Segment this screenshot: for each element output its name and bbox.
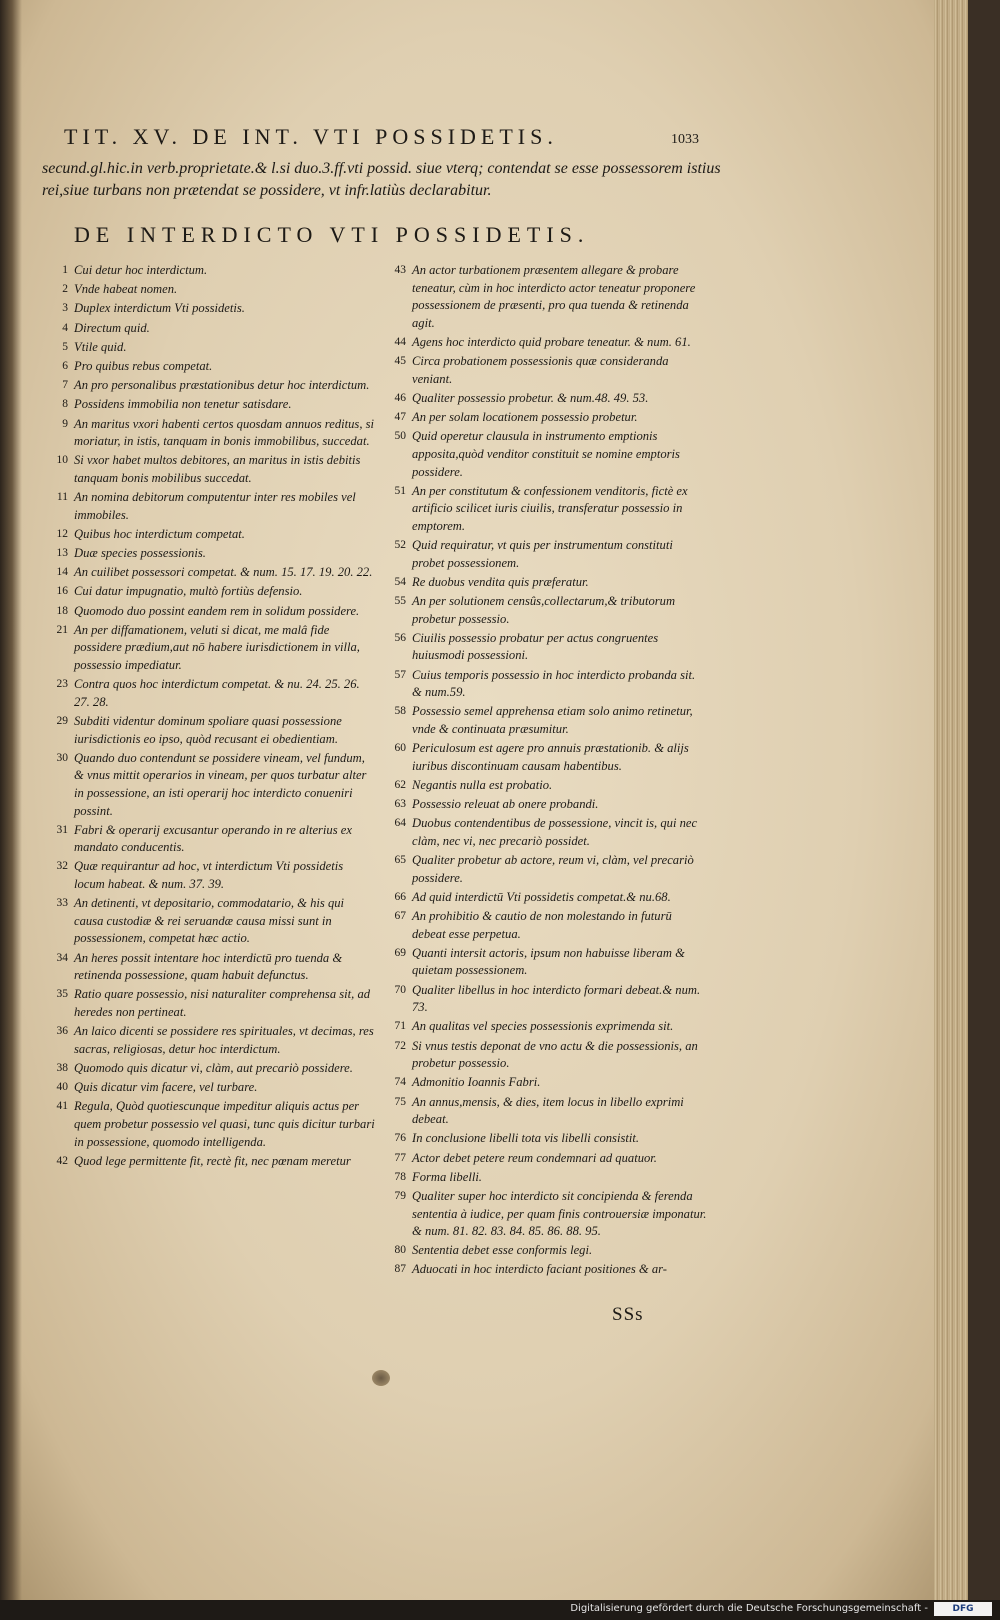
summary-entry — [44, 622, 376, 675]
summary-entry — [44, 822, 376, 857]
entry-text: Quod lege permittente fit, rectè fit, nec pœnam meretur — [74, 1153, 351, 1168]
entry-text: An per diffamationem, veluti si dicat, me malâ fide possidere prædium,aut nō habere iurisdictionem in villa, possessio impediatur. — [74, 622, 360, 672]
summary-entry — [44, 750, 376, 820]
entry-text: Duplex interdictum Vti possidetis. — [74, 301, 245, 316]
entry-number: 5 — [62, 340, 68, 353]
entry-text: Circa probationem possessionis quæ consideranda veniant. — [412, 354, 669, 386]
entry-number: 21 — [56, 623, 68, 636]
entry-text: Agens hoc interdicto quid probare teneatur. & num. 61. — [412, 334, 691, 349]
entry-text: An cuilibet possessori competat. & num. 15. 17. 19. 20. 22. — [74, 565, 373, 580]
entry-text: An nomina debitorum computentur inter res mobiles vel immobiles. — [74, 490, 356, 522]
summary-entry — [44, 950, 376, 985]
summary-entry — [44, 1060, 376, 1078]
summary-entry — [382, 390, 708, 408]
entry-text: Pro quibus rebus competat. — [74, 358, 213, 373]
entry-number: 9 — [62, 417, 68, 430]
entry-number: 16 — [56, 585, 68, 598]
entry-number: 63 — [394, 798, 406, 811]
entry-text: Quanti intersit actoris, ipsum non habuisse liberam & quietam possessionem. — [412, 945, 685, 978]
summary-right-column — [382, 262, 708, 1281]
summary-entry — [382, 353, 708, 388]
binding-shadow — [0, 0, 22, 1600]
entry-number: 47 — [394, 411, 406, 424]
summary-entry — [44, 1079, 376, 1097]
entry-text: Contra quos hoc interdictum competat. & nu. 24. 25. 26. 27. 28. — [74, 677, 360, 709]
entry-text: Duobus contendentibus de possessione, vincit is, qui nec clàm, nec vi, nec precariò possidet. — [412, 816, 698, 848]
entry-text: An pro personalibus præstationibus detur hoc interdictum. — [74, 378, 370, 393]
summary-entry — [44, 262, 376, 280]
summary-entry — [382, 1018, 708, 1036]
entry-number: 36 — [56, 1025, 68, 1038]
summary-entry — [382, 483, 708, 536]
entry-number: 76 — [394, 1132, 406, 1145]
entry-number: 12 — [56, 527, 68, 540]
entry-number: 32 — [56, 860, 68, 873]
signature-mark: SSs — [612, 1304, 644, 1325]
entry-text: Forma libelli. — [412, 1169, 482, 1184]
footer-credit: Digitalisierung gefördert durch die Deutsche Forschungsgemeinschaft - — [570, 1603, 928, 1614]
entry-number: 69 — [394, 946, 406, 959]
entry-text: Quæ requirantur ad hoc, vt interdictum Vti possidetis locum habeat. & num. 37. 39. — [74, 859, 344, 892]
entry-text: Qualiter probetur ab actore, reum vi, clàm, vel precariò possidere. — [412, 853, 694, 885]
entry-text: Quis dicatur vim facere, vel turbare. — [74, 1080, 258, 1095]
entry-text: Fabri & operarij excusantur operando in re alterius ex mandato conducentis. — [74, 822, 352, 855]
entry-text: In conclusione libelli tota vis libelli consistit. — [412, 1131, 640, 1146]
entry-number: 2 — [62, 283, 68, 296]
summary-entry — [44, 713, 376, 748]
summary-entry — [44, 416, 376, 451]
entry-number: 8 — [62, 398, 68, 411]
summary-entry — [44, 583, 376, 601]
entry-text: Regula, Quòd quotiescunque impeditur aliquis actus per quem probetur possessio vel quasi, tunc quis dicitur turbari in possessione, quomodo intelligenda. — [74, 1099, 375, 1149]
intro-text: secund.gl.hic.in verb.proprietate.& l.si duo.3.ff.vti possid. siue vterq; contendat se esse possessorem istius rei,siue turbans non prætendat se possidere, vt infr.latiùs declarabitur. — [42, 160, 721, 199]
entry-number: 34 — [56, 951, 68, 964]
entry-text: Qualiter super hoc interdicto sit concipienda & ferenda sententia à iudice, per quam finis controuersiæ imponatur. & num. 81. 82. 83. 84. 85. 86. 88. 95. — [412, 1188, 707, 1239]
summary-entry — [382, 703, 708, 738]
entry-number: 60 — [394, 742, 406, 755]
entry-number: 51 — [394, 484, 406, 497]
entry-number: 1 — [62, 264, 68, 276]
entry-text: Quid operetur clausula in instrumento emptionis apposita,quòd venditor constituit se nomine emptoris possidere. — [412, 429, 680, 479]
entry-text: Cui datur impugnatio, multò fortiùs defensio. — [74, 584, 303, 599]
entry-number: 23 — [56, 678, 68, 691]
summary-entry — [382, 593, 708, 628]
entry-number: 78 — [394, 1170, 406, 1183]
entry-number: 79 — [394, 1189, 406, 1202]
entry-text: Qualiter possessio probetur. & num.48. 49. 53. — [412, 390, 649, 405]
summary-entry — [382, 667, 708, 702]
summary-entry — [382, 409, 708, 427]
entry-text: An actor turbationem præsentem allegare & probare teneatur, cùm in hoc interdicto actor teneatur proponere possessionem de præsenti, pro qua tuenda & retinenda agit. — [412, 263, 696, 330]
summary-entry — [44, 603, 376, 621]
summary-entry — [44, 1023, 376, 1058]
summary-entry — [382, 1150, 708, 1168]
summary-entry — [382, 574, 708, 592]
entry-text: Si vxor habet multos debitores, an maritus in istis debitis tanquam bonis mobilibus succedat. — [74, 453, 361, 485]
summary-entry — [44, 1098, 376, 1151]
entry-number: 40 — [56, 1081, 68, 1094]
dfg-logo: DFG — [934, 1602, 992, 1616]
summary-entry — [44, 1153, 376, 1171]
summary-entry — [44, 281, 376, 299]
entry-number: 52 — [394, 539, 406, 552]
entry-text: Admonitio Ioannis Fabri. — [412, 1075, 541, 1090]
entry-text: Actor debet petere reum condemnari ad quatuor. — [412, 1150, 657, 1165]
summary-entry — [382, 630, 708, 665]
entry-text: Possessio semel apprehensa etiam solo animo retinetur, vnde & continuata præsumitur. — [412, 704, 693, 736]
entry-number: 3 — [62, 302, 68, 315]
section-heading: DE INTERDICTO VTI POSSIDETIS. — [74, 222, 590, 247]
entry-text: Ciuilis possessio probatur per actus congruentes huiusmodi possessioni. — [412, 630, 659, 663]
entry-text: Quomodo quis dicatur vi, clàm, aut precariò possidere. — [74, 1060, 353, 1075]
summary-entry — [44, 452, 376, 487]
summary-entry — [382, 334, 708, 352]
entry-number: 30 — [56, 751, 68, 764]
entry-number: 65 — [394, 854, 406, 867]
page-fore-edge — [934, 0, 968, 1600]
summary-entry — [44, 545, 376, 563]
entry-number: 45 — [394, 355, 406, 368]
entry-text: An annus,mensis, & dies, item locus in libello exprimi debeat. — [412, 1094, 684, 1127]
entry-number: 72 — [394, 1039, 406, 1052]
entry-number: 54 — [394, 575, 406, 588]
summary-entry — [44, 320, 376, 338]
entry-number: 74 — [394, 1076, 406, 1089]
entry-text: An per constitutum & confessionem venditoris, fictè ex artificio scilicet iuris ciuilis, transferatur possessio in emptorem. — [412, 483, 688, 533]
entry-number: 31 — [56, 823, 68, 836]
entry-number: 11 — [56, 491, 68, 504]
summary-entry — [44, 858, 376, 893]
summary-entry — [382, 537, 708, 572]
entry-text: An per solutionem censûs,collectarum,& tributorum probetur possessio. — [412, 594, 676, 626]
summary-left-column — [44, 262, 376, 1172]
entry-text: Quibus hoc interdictum competat. — [74, 526, 245, 541]
entry-text: Duæ species possessionis. — [74, 546, 206, 561]
running-head: TIT. XV. DE INT. VTI POSSIDETIS. — [64, 124, 558, 149]
entry-text: Ad quid interdictū Vti possidetis competat.& nu.68. — [412, 889, 671, 904]
entry-number: 62 — [394, 778, 406, 791]
summary-entry — [382, 777, 708, 795]
entry-number: 38 — [56, 1061, 68, 1074]
summary-entry — [44, 526, 376, 544]
summary-entry — [382, 1169, 708, 1187]
entry-text: Vnde habeat nomen. — [74, 282, 178, 297]
summary-entry — [382, 1130, 708, 1148]
summary-entry — [382, 908, 708, 943]
summary-entry — [44, 676, 376, 711]
entry-number: 56 — [394, 631, 406, 644]
ink-stain — [372, 1370, 390, 1386]
entry-text: Vtile quid. — [74, 339, 127, 354]
summary-entry — [382, 1094, 708, 1129]
entry-number: 18 — [56, 604, 68, 617]
summary-entry — [382, 796, 708, 814]
entry-number: 35 — [56, 988, 68, 1001]
summary-entry — [382, 262, 708, 332]
entry-number: 13 — [56, 547, 68, 560]
summary-entry — [382, 428, 708, 481]
entry-number: 4 — [62, 321, 68, 334]
entry-number: 33 — [56, 897, 68, 910]
entry-number: 80 — [394, 1244, 406, 1257]
summary-entry — [44, 377, 376, 395]
entry-number: 64 — [394, 817, 406, 830]
entry-text: Re duobus vendita quis præferatur. — [412, 574, 589, 589]
entry-number: 46 — [394, 391, 406, 404]
summary-entry — [382, 1261, 708, 1279]
entry-text: Cui detur hoc interdictum. — [74, 263, 208, 277]
entry-text: Quomodo duo possint eandem rem in solidum possidere. — [74, 603, 360, 618]
summary-entry — [44, 339, 376, 357]
summary-entry — [44, 564, 376, 582]
summary-entry — [382, 982, 708, 1017]
entry-text: Cuius temporis possessio in hoc interdicto probanda sit. & num.59. — [412, 667, 696, 700]
summary-entry — [44, 895, 376, 948]
entry-number: 43 — [394, 264, 406, 276]
entry-text: Possidens immobilia non tenetur satisdare. — [74, 397, 292, 412]
page-number: 1033 — [671, 132, 699, 147]
summary-entry — [382, 1242, 708, 1260]
entry-number: 71 — [394, 1020, 406, 1033]
summary-entry — [44, 358, 376, 376]
entry-text: An per solam locationem possessio probetur. — [412, 410, 638, 425]
summary-entry — [382, 945, 708, 980]
entry-text: Quando duo contendunt se possidere vineam, vel fundum, & vnus mittit operarios in vineam, per quos turbatur alter in possessione, an isti operarij hoc interdicto conueniri possint. — [74, 750, 367, 818]
entry-number: 77 — [394, 1151, 406, 1164]
entry-number: 10 — [56, 454, 68, 467]
entry-number: 58 — [394, 705, 406, 718]
summary-entry — [44, 300, 376, 318]
entry-number: 29 — [56, 714, 68, 727]
entry-text: Si vnus testis deponat de vno actu & die possessionis, an probetur possessio. — [412, 1038, 698, 1071]
summary-entry — [382, 1038, 708, 1073]
entry-text: Quid requiratur, vt quis per instrumentum constituti probet possessionem. — [412, 538, 673, 570]
entry-number: 50 — [394, 430, 406, 443]
entry-number: 87 — [394, 1263, 406, 1276]
summary-entry — [382, 852, 708, 887]
entry-number: 7 — [62, 379, 68, 392]
summary-entry — [382, 1074, 708, 1092]
entry-text: Periculosum est agere pro annuis præstationib. & alijs iuribus discontinuam causam habentibus. — [412, 741, 689, 773]
summary-entry — [382, 889, 708, 907]
entry-number: 67 — [394, 910, 406, 923]
summary-entry — [44, 986, 376, 1021]
entry-text: An detinenti, vt depositario, commodatario, & his qui causa custodiæ & rei seruandæ causa missi sunt in possessionem, competat hæc actio. — [74, 896, 345, 946]
summary-entry — [382, 740, 708, 775]
entry-text: Subditi videntur dominum spoliare quasi possessione iurisdictionis eo ipso, quòd recusant ei obedientiam. — [74, 713, 342, 746]
entry-text: Directum quid. — [74, 320, 150, 335]
entry-number: 42 — [56, 1154, 68, 1167]
entry-number: 14 — [56, 566, 68, 579]
entry-text: Ratio quare possessio, nisi naturaliter comprehensa sit, ad heredes non pertineat. — [74, 987, 371, 1019]
entry-number: 66 — [394, 890, 406, 903]
entry-number: 70 — [394, 983, 406, 996]
entry-text: Negantis nulla est probatio. — [412, 777, 553, 792]
entry-text: An prohibitio & cautio de non molestando in futurū debeat esse perpetua. — [412, 909, 672, 941]
entry-text: An laico dicenti se possidere res spirituales, vt decimas, res sacras, religiosas, detur hoc interdictum. — [74, 1024, 374, 1056]
summary-entry — [382, 1188, 708, 1241]
entry-number: 75 — [394, 1095, 406, 1108]
entry-number: 57 — [394, 668, 406, 681]
entry-number: 44 — [394, 335, 406, 348]
entry-text: Possessio releuat ab onere probandi. — [412, 797, 599, 812]
entry-number: 41 — [56, 1100, 68, 1113]
summary-entry — [44, 396, 376, 414]
entry-text: An heres possit intentare hoc interdictū pro tuenda & retinenda possessione, quam habuit defunctus. — [74, 950, 343, 983]
summary-entry — [382, 815, 708, 850]
entry-text: An qualitas vel species possessionis exprimenda sit. — [412, 1019, 674, 1034]
summary-entry — [44, 489, 376, 524]
entry-text: Aduocati in hoc interdicto faciant positiones & ar- — [412, 1262, 667, 1277]
entry-number: 6 — [62, 359, 68, 372]
entry-text: Qualiter libellus in hoc interdicto formari debeat.& num. 73. — [412, 982, 701, 1015]
entry-text: An maritus vxori habenti certos quosdam annuos reditus, si moriatur, in istis, tanquam in bonis immobilibus, succedat. — [74, 416, 375, 449]
entry-number: 55 — [394, 595, 406, 608]
entry-text: Sententia debet esse conformis legi. — [412, 1243, 593, 1258]
